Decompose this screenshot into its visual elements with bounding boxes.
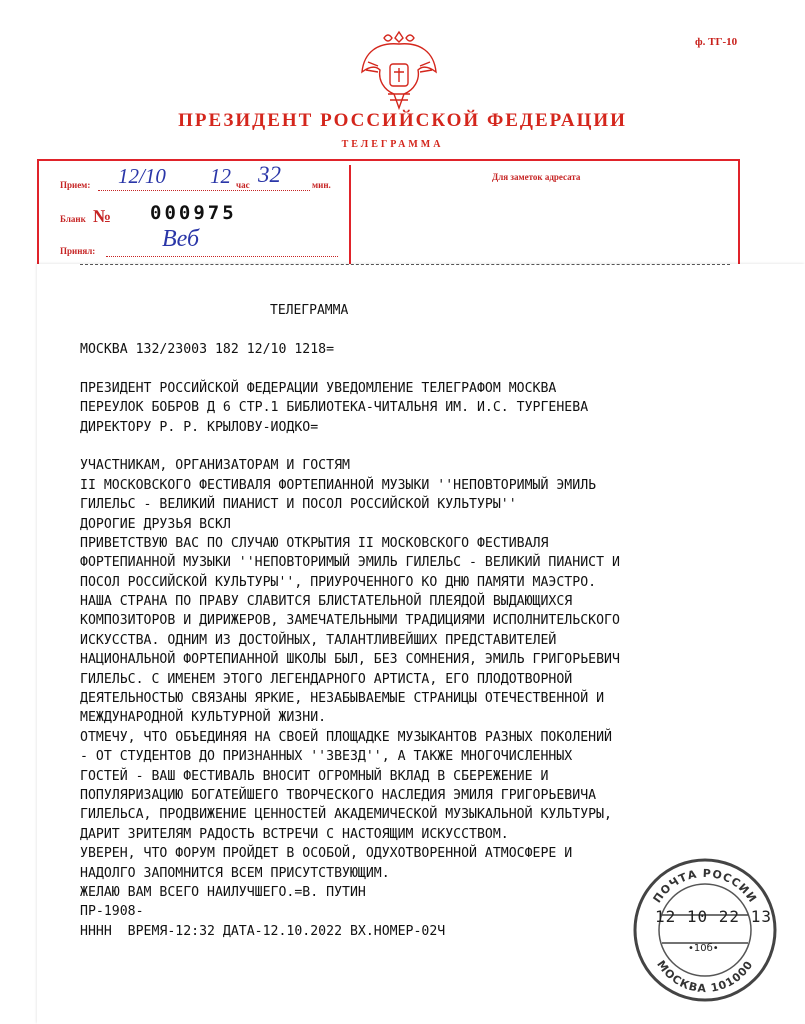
minute-label: мин.	[312, 180, 331, 190]
telegram-heading: ТЕЛЕГРАММА	[270, 303, 349, 318]
telegram-line: ЖЕЛАЮ ВАМ ВСЕГО НАИЛУЧШЕГО.=В. ПУТИН	[80, 884, 366, 900]
postmark-date: 12 10 22 13	[655, 907, 772, 926]
received-label: Прием:	[60, 180, 91, 190]
telegram-line: ИСКУССТВА. ОДНИМ ИЗ ДОСТОЙНЫХ, ТАЛАНТЛИВЕЙШИХ ПРЕДСТАВИТЕЛЕЙ	[80, 632, 557, 648]
telegram-line: - ОТ СТУДЕНТОВ ДО ПРИЗНАННЫХ ''ЗВЕЗД'', А ТАКЖЕ МНОГОЧИСЛЕННЫХ	[80, 749, 573, 765]
received-date-handwritten: 12/10	[118, 164, 166, 188]
telegram-line: УВЕРЕН, ЧТО ФОРУМ ПРОЙДЕТ В ОСОБОЙ, ОДУХОТВОРЕННОЙ АТМОСФЕРЕ И	[80, 846, 573, 862]
telegram-line: ДИРЕКТОРУ Р. Р. КРЫЛОВУ-ИОДКО=	[80, 419, 319, 435]
telegram-line: ГИЛЕЛЬС - ВЕЛИКИЙ ПИАНИСТ И ПОСОЛ РОССИЙСКОЙ КУЛЬТУРЫ''	[80, 497, 517, 513]
minute-handwritten: 32	[258, 162, 281, 187]
number-sign: №	[93, 206, 112, 226]
telegram-line: ДОРОГИЕ ДРУЗЬЯ ВСКЛ	[80, 516, 231, 532]
telegram-line: ПРИВЕТСТВУЮ ВАС ПО СЛУЧАЮ ОТКРЫТИЯ II МОСКОВСКОГО ФЕСТИВАЛЯ	[80, 535, 549, 551]
telegram-line: МОСКВА 132/23003 182 12/10 1218=	[80, 342, 335, 357]
hour-handwritten: 12	[210, 164, 231, 188]
telegram-body	[80, 340, 770, 941]
telegram-line: НАША СТРАНА ПО ПРАВУ СЛАВИТСЯ БЛИСТАТЕЛЬНОЙ ПЛЕЯДОЙ ВЫДАЮЩИХСЯ	[80, 594, 573, 610]
blank-label: Бланк	[60, 214, 86, 224]
telegram-line: ПОСОЛ РОССИЙСКОЙ КУЛЬТУРЫ'', ПРИУРОЧЕННОГО КО ДНЮ ПАМЯТИ МАЭСТРО.	[80, 574, 597, 590]
telegram-line: МЕЖДУНАРОДНОЙ КУЛЬТУРНОЙ ЖИЗНИ.	[80, 710, 327, 726]
telegram-line	[80, 359, 770, 378]
telegram-line: ПР-1908-	[80, 904, 144, 920]
accepted-underline	[106, 256, 338, 257]
accepted-signature: Веб	[162, 226, 200, 252]
form-code: ф. ТГ-10	[695, 36, 738, 48]
notes-label: Для заметок адресата	[492, 172, 581, 182]
president-title: ПРЕЗИДЕНТ РОССИЙСКОЙ ФЕДЕРАЦИИ	[178, 110, 627, 131]
telegram-line: ДАРИТ ЗРИТЕЛЯМ РАДОСТЬ ВСТРЕЧИ С НАСТОЯЩИМ ИСКУССТВОМ.	[80, 826, 509, 842]
postmark-office-code: •10б•	[688, 943, 719, 954]
telegram-line	[80, 437, 770, 456]
telegram-line: НННН ВРЕМЯ-12:32 ДАТА-12.10.2022 ВХ.НОМЕР-02Ч	[80, 923, 446, 939]
telegram-line: КОМПОЗИТОРОВ И ДИРИЖЕРОВ, ЗАМЕЧАТЕЛЬНЫМИ ТРАДИЦИЯМИ ИСПОЛНИТЕЛЬСКОГО	[80, 613, 620, 629]
telegram-line: II МОСКОВСКОГО ФЕСТИВАЛЯ ФОРТЕПИАННОЙ МУЗЫКИ ''НЕПОВТОРИМЫЙ ЭМИЛЬ	[80, 477, 597, 493]
dashed-separator	[80, 264, 730, 275]
telegram-line: ОТМЕЧУ, ЧТО ОБЪЕДИНЯЯ НА СВОЕЙ ПЛОЩАДКЕ МУЗЫКАНТОВ РАЗНЫХ ПОКОЛЕНИЙ	[80, 729, 612, 745]
telegram-line: ПРЕЗИДЕНТ РОССИЙСКОЙ ФЕДЕРАЦИИ УВЕДОМЛЕНИЕ ТЕЛЕГРАФОМ МОСКВА	[80, 380, 557, 396]
postmark-bottom-text: МОСКВА 101000	[654, 957, 756, 996]
telegram-line: ФОРТЕПИАННОЙ МУЗЫКИ ''НЕПОВТОРИМЫЙ ЭМИЛЬ ГИЛЕЛЬС - ВЕЛИКИЙ ПИАНИСТ И	[80, 555, 620, 571]
telegram-line: ПЕРЕУЛОК БОБРОВ Д 6 СТР.1 БИБЛИОТЕКА-ЧИТАЛЬНЯ ИМ. И.С. ТУРГЕНЕВА	[80, 400, 589, 416]
coat-of-arms-icon	[358, 28, 440, 112]
telegram-form-label: ТЕЛЕГРАММА	[341, 139, 444, 150]
telegram-line: ДЕЯТЕЛЬНОСТЬЮ СВЯЗАНЫ ЯРКИЕ, НЕЗАБЫВАЕМЫЕ СТРАНИЦЫ ОТЕЧЕСТВЕННОЙ И	[80, 691, 605, 707]
postmark-stamp	[630, 855, 780, 1005]
hour-label: час	[236, 180, 250, 190]
telegram-line: НАЦИОНАЛЬНОЙ ФОРТЕПИАННОЙ ШКОЛЫ БЫЛ, БЕЗ СОМНЕНИЯ, ЭМИЛЬ ГРИГОРЬЕВИЧ	[80, 652, 620, 668]
telegram-line: ГИЛЕЛЬСА, ПРОДВИЖЕНИЕ ЦЕННОСТЕЙ АКАДЕМИЧЕСКОЙ МУЗЫКАЛЬНОЙ КУЛЬТУРЫ,	[80, 807, 612, 823]
box-divider	[349, 165, 351, 265]
telegram-line: ГИЛЕЛЬС. С ИМЕНЕМ ЭТОГО ЛЕГЕНДАРНОГО АРТИСТА, ЕГО ПЛОДОТВОРНОЙ	[80, 671, 573, 687]
blank-number: 000975	[150, 202, 237, 224]
postmark-top-text: ПОЧТА РОССИИ	[650, 866, 760, 906]
telegram-line: ПОПУЛЯРИЗАЦИЮ БОГАТЕЙШЕГО ТВОРЧЕСКОГО НАСЛЕДИЯ ЭМИЛЯ ГРИГОРЬЕВИЧА	[80, 787, 597, 803]
received-underline	[98, 190, 310, 191]
telegram-line: НАДОЛГО ЗАПОМНИТСЯ ВСЕМ ПРИСУТСТВУЮЩИМ.	[80, 865, 390, 881]
telegram-line: ГОСТЕЙ - ВАШ ФЕСТИВАЛЬ ВНОСИТ ОГРОМНЫЙ ВКЛАД В СБЕРЕЖЕНИЕ И	[80, 768, 549, 784]
accepted-label: Принял:	[60, 246, 96, 256]
telegram-line: УЧАСТНИКАМ, ОРГАНИЗАТОРАМ И ГОСТЯМ	[80, 458, 350, 474]
